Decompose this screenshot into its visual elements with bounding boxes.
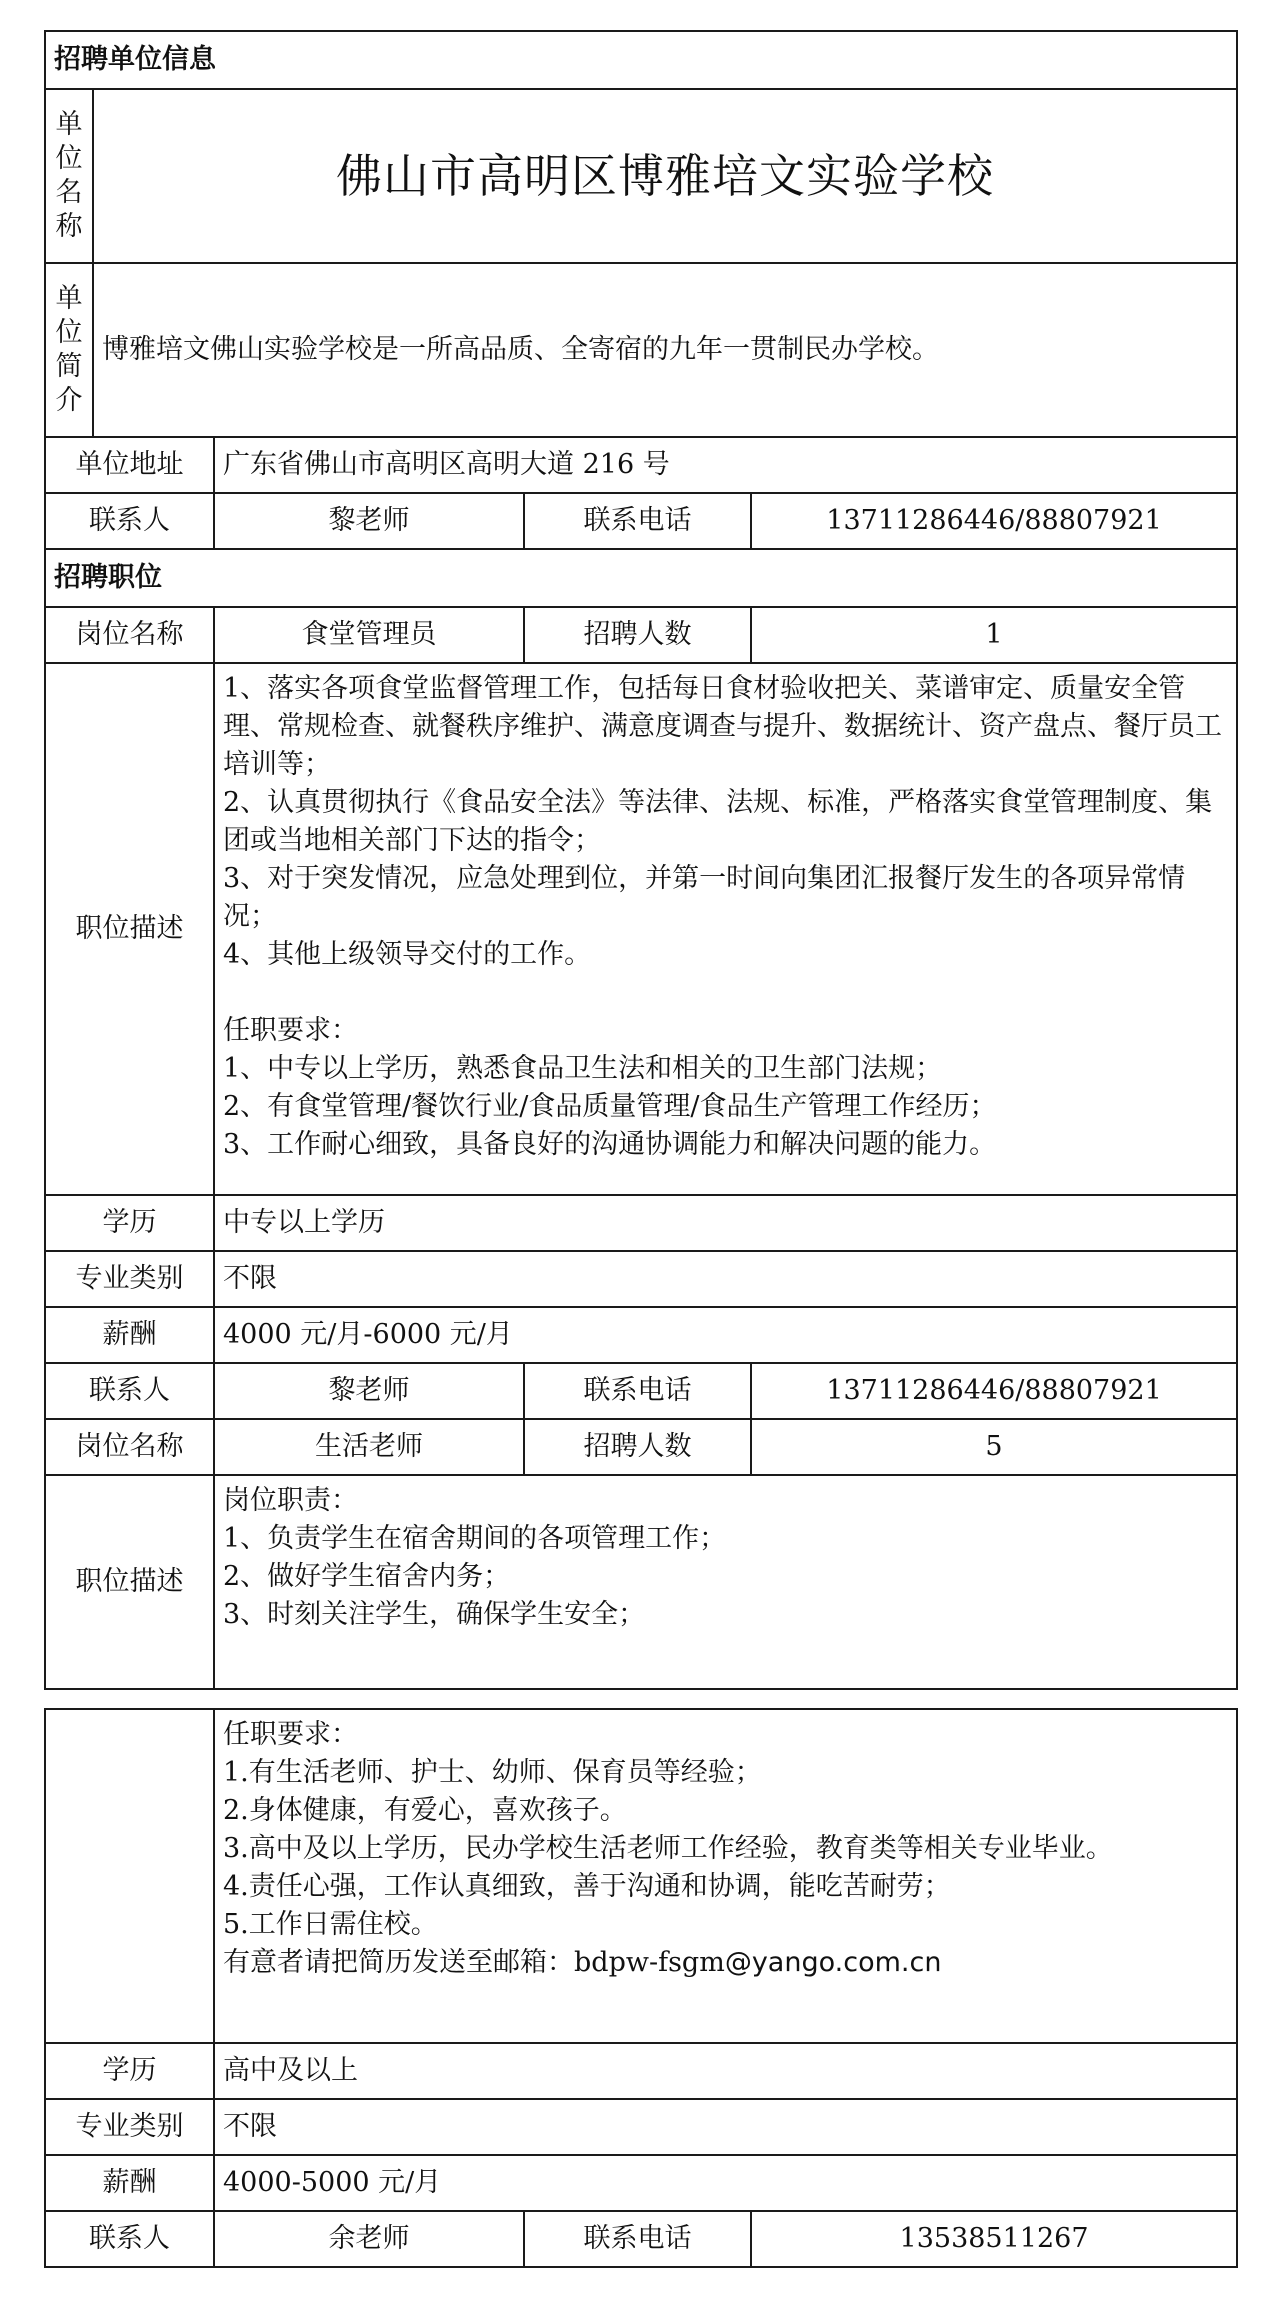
job2-contact-label: 联系人 (45, 2211, 214, 2267)
job1-count: 1 (751, 607, 1237, 663)
unit-intro: 博雅培文佛山实验学校是一所高品质、全寄宿的九年一贯制民办学校。 (93, 263, 1237, 437)
edu-label: 学历 (45, 1195, 214, 1251)
job2-name: 生活老师 (214, 1419, 524, 1475)
recruit-table-main (44, 30, 1238, 1690)
job2-edu-label: 学历 (45, 2043, 214, 2099)
job2-email-suffix: @yango.com.cn (724, 1947, 942, 1978)
unit-name-label: 单 位 名 称 (45, 89, 93, 263)
major-label: 专业类别 (45, 1251, 214, 1307)
recruit-table-continued (44, 1708, 1238, 2268)
job2-req-text: 任职要求： 1.有生活老师、护士、幼师、保育员等经验； 2.身体健康，有爱心，喜欢孩子。 3.高中及以上学历，民办学校生活老师工作经验，教育类等相关专业毕业。 4.责任心强，工作认真细致，善于沟通和协调，能吃苦耐劳； 5.工作日需住校。 (223, 1719, 1113, 1940)
job2-contact: 余老师 (214, 2211, 524, 2267)
job1-name: 食堂管理员 (214, 607, 524, 663)
count-label: 招聘人数 (524, 607, 751, 663)
job1-phone: 13711286446/88807921 (751, 1363, 1237, 1419)
job1-major: 不限 (214, 1251, 1237, 1307)
contact-label: 联系人 (45, 493, 214, 549)
job1-phone-label: 联系电话 (524, 1363, 751, 1419)
job2-count: 5 (751, 1419, 1237, 1475)
unit-name: 佛山市高明区博雅培文实验学校 (93, 89, 1237, 263)
phone-label: 联系电话 (524, 493, 751, 549)
job2-phone-label: 联系电话 (524, 2211, 751, 2267)
job2-description: 岗位职责： 1、负责学生在宿舍期间的各项管理工作； 2、做好学生宿舍内务； 3、时刻关注学生，确保学生安全； (214, 1475, 1237, 1689)
job2-edu: 高中及以上 (214, 2043, 1237, 2099)
job1-contact: 黎老师 (214, 1363, 524, 1419)
job1-contact-label: 联系人 (45, 1363, 214, 1419)
unit-intro-label: 单 位 简 介 (45, 263, 93, 437)
contact-value: 黎老师 (214, 493, 524, 549)
job1-edu: 中专以上学历 (214, 1195, 1237, 1251)
section-header-jobs: 招聘职位 (45, 549, 1237, 607)
section-header-unit: 招聘单位信息 (45, 31, 1237, 89)
job2-requirements (214, 1709, 1237, 2043)
job2-salary-label: 薪酬 (45, 2155, 214, 2211)
job1-salary: 4000 元/月-6000 元/月 (214, 1307, 1237, 1363)
job2-phone: 13538511267 (751, 2211, 1237, 2267)
phone-value: 13711286446/88807921 (751, 493, 1237, 549)
req-empty-label (45, 1709, 214, 2043)
address-value: 广东省佛山市高明区高明大道 216 号 (214, 437, 1237, 493)
job1-description: 1、落实各项食堂监督管理工作，包括每日食材验收把关、菜谱审定、质量安全管理、常规检查、就餐秩序维护、满意度调查与提升、数据统计、资产盘点、餐厅员工培训等； 2、认真贯彻执行《食品安全法》等法律、法规、标准，严格落实食堂管理制度、集团或当地相关部门下达的指令； 3、对于突发情况，应急处理到位，并第一时间向集团汇报餐厅发生的各项异常情况； 4、其他上级领导交付的工作。 任职要求： 1、中专以上学历，熟悉食品卫生法和相关的卫生部门法规； 2、有食堂管理/餐饮行业/食品质量管理/食品生产管理工作经历； 3、工作耐心细致，具备良好的沟通协调能力和解决问题的能力。 (214, 663, 1237, 1195)
salary-label: 薪酬 (45, 1307, 214, 1363)
job2-salary: 4000-5000 元/月 (214, 2155, 1237, 2211)
job2-post-label: 岗位名称 (45, 1419, 214, 1475)
job2-email-prefix: 有意者请把简历发送至邮箱：bdpw-fsgm (223, 1947, 725, 1978)
job2-major-label: 专业类别 (45, 2099, 214, 2155)
post-label: 岗位名称 (45, 607, 214, 663)
job2-major: 不限 (214, 2099, 1237, 2155)
address-label: 单位地址 (45, 437, 214, 493)
desc-label: 职位描述 (45, 663, 214, 1195)
job2-desc-label: 职位描述 (45, 1475, 214, 1689)
job2-count-label: 招聘人数 (524, 1419, 751, 1475)
